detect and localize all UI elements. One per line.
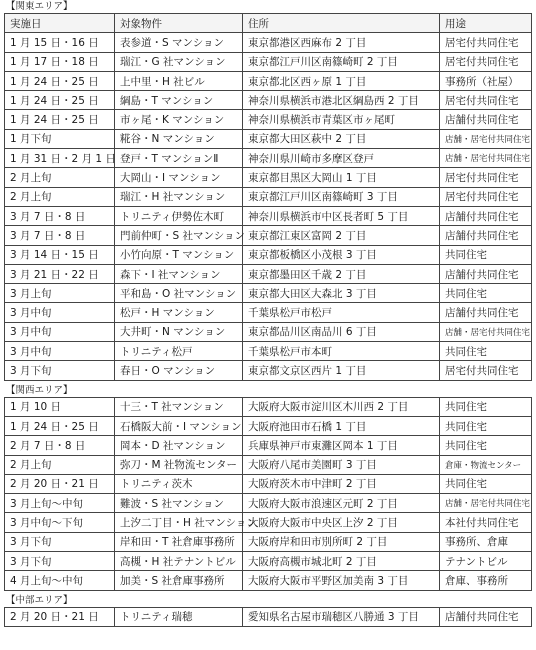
cell-address: 兵庫県神戸市東灘区岡本 1 丁目 <box>243 436 440 455</box>
table-row <box>5 264 532 283</box>
table-row <box>5 494 532 513</box>
cell-property: 小竹向原・T マンション <box>115 245 243 264</box>
cell-address: 神奈川県川崎市多摩区登戸 <box>243 149 440 168</box>
cell-date: 3 月上旬～中旬 <box>5 494 115 513</box>
cell-usage: 店舗・居宅付共同住宅 <box>440 149 532 168</box>
cell-usage: 店舗付共同住宅 <box>440 607 532 626</box>
table-row <box>5 571 532 590</box>
cell-date: 1 月 10 日 <box>5 397 115 416</box>
cell-usage: 本社付共同住宅 <box>440 513 532 532</box>
table-row <box>5 303 532 322</box>
cell-usage: 店舗・居宅付共同住宅 <box>440 129 532 148</box>
cell-usage: 倉庫・物流センター <box>440 455 532 474</box>
cell-property: トリニティ伊勢佐木町 <box>115 206 243 225</box>
cell-date: 2 月上旬 <box>5 455 115 474</box>
cell-date: 1 月下旬 <box>5 129 115 148</box>
cell-date: 3 月 21 日・22 日 <box>5 264 115 283</box>
cell-date: 1 月 24 日・25 日 <box>5 110 115 129</box>
cell-address: 東京都港区西麻布 2 丁目 <box>243 33 440 52</box>
cell-date: 3 月中旬 <box>5 322 115 341</box>
table-row <box>5 284 532 303</box>
cell-property: 登戸・T マンションⅡ <box>115 149 243 168</box>
cell-address: 大阪府高槻市城北町 2 丁目 <box>243 552 440 571</box>
cell-usage: 店舗・居宅付共同住宅 <box>440 322 532 341</box>
cell-usage: 居宅付共同住宅 <box>440 361 532 380</box>
cell-address: 東京都江東区富岡 2 丁目 <box>243 226 440 245</box>
cell-property: トリニティ松戸 <box>115 342 243 361</box>
cell-property: 瑞江・H 社マンション <box>115 187 243 206</box>
cell-date: 3 月上旬 <box>5 284 115 303</box>
cell-address: 大阪府大阪市平野区加美南 3 丁目 <box>243 571 440 590</box>
cell-property: 綱島・T マンション <box>115 91 243 110</box>
cell-date: 4 月上旬～中旬 <box>5 571 115 590</box>
cell-date: 1 月 15 日・16 日 <box>5 33 115 52</box>
schedule-table <box>4 397 532 591</box>
cell-usage: 倉庫、事務所 <box>440 571 532 590</box>
cell-date: 3 月下旬 <box>5 532 115 551</box>
cell-property: 岸和田・T 社倉庫事務所 <box>115 532 243 551</box>
cell-property: 春日・O マンション <box>115 361 243 380</box>
cell-address: 東京都江戸川区南篠崎町 3 丁目 <box>243 187 440 206</box>
cell-date: 1 月 24 日・25 日 <box>5 416 115 435</box>
cell-address: 東京都文京区西片 1 丁目 <box>243 361 440 380</box>
cell-property: 加美・S 社倉庫事務所 <box>115 571 243 590</box>
cell-property: 弥刀・M 社物流センター <box>115 455 243 474</box>
cell-usage: 店舗付共同住宅 <box>440 264 532 283</box>
cell-property: 大岡山・I マンション <box>115 168 243 187</box>
table-row <box>5 322 532 341</box>
cell-address: 大阪府岸和田市別所町 2 丁目 <box>243 532 440 551</box>
cell-usage: 事務所（社屋） <box>440 71 532 90</box>
table-row <box>5 552 532 571</box>
cell-usage: 店舗付共同住宅 <box>440 206 532 225</box>
cell-usage: 居宅付共同住宅 <box>440 33 532 52</box>
cell-date: 1 月 31 日・2 月 1 日 <box>5 149 115 168</box>
schedule-table <box>4 607 532 627</box>
table-row <box>5 129 532 148</box>
cell-address: 大阪府大阪市中央区上汐 2 丁目 <box>243 513 440 532</box>
cell-address: 東京都目黒区大岡山 1 丁目 <box>243 168 440 187</box>
header-address: 住所 <box>243 14 440 33</box>
table-row <box>5 110 532 129</box>
cell-address: 大阪府八尾市美園町 3 丁目 <box>243 455 440 474</box>
cell-address: 東京都大田区萩中 2 丁目 <box>243 129 440 148</box>
table-row <box>5 416 532 435</box>
header-date: 実施日 <box>5 14 115 33</box>
cell-date: 2 月 20 日・21 日 <box>5 607 115 626</box>
cell-usage: 共同住宅 <box>440 416 532 435</box>
cell-address: 神奈川県横浜市中区長者町 5 丁目 <box>243 206 440 225</box>
cell-date: 3 月中旬 <box>5 342 115 361</box>
cell-property: 上汐二丁目・H 社マンション <box>115 513 243 532</box>
cell-property: 十三・T 社マンション <box>115 397 243 416</box>
cell-address: 東京都板橋区小茂根 3 丁目 <box>243 245 440 264</box>
cell-property: 上中里・H 社ビル <box>115 71 243 90</box>
cell-date: 3 月中旬 <box>5 303 115 322</box>
cell-property: 平和島・O 社マンション <box>115 284 243 303</box>
cell-address: 神奈川県横浜市港北区綱島西 2 丁目 <box>243 91 440 110</box>
cell-address: 東京都大田区大森北 3 丁目 <box>243 284 440 303</box>
header-usage: 用途 <box>440 14 532 33</box>
table-row <box>5 91 532 110</box>
cell-date: 3 月下旬 <box>5 361 115 380</box>
cell-usage: 居宅付共同住宅 <box>440 168 532 187</box>
cell-date: 3 月下旬 <box>5 552 115 571</box>
cell-usage: 事務所、倉庫 <box>440 532 532 551</box>
cell-date: 3 月 14 日・15 日 <box>5 245 115 264</box>
cell-address: 大阪府大阪市浪速区元町 2 丁目 <box>243 494 440 513</box>
cell-usage: 共同住宅 <box>440 245 532 264</box>
table-row <box>5 245 532 264</box>
table-row <box>5 607 532 626</box>
table-row <box>5 474 532 493</box>
header-property: 対象物件 <box>115 14 243 33</box>
cell-property: 市ヶ尾・K マンション <box>115 110 243 129</box>
cell-usage: テナントビル <box>440 552 532 571</box>
table-row <box>5 33 532 52</box>
cell-usage: 共同住宅 <box>440 284 532 303</box>
cell-usage: 店舗付共同住宅 <box>440 303 532 322</box>
cell-usage: 店舗付共同住宅 <box>440 110 532 129</box>
cell-usage: 共同住宅 <box>440 436 532 455</box>
cell-property: 松戸・H マンション <box>115 303 243 322</box>
cell-address: 千葉県松戸市松戸 <box>243 303 440 322</box>
cell-property: 高槻・H 社テナントビル <box>115 552 243 571</box>
table-row <box>5 187 532 206</box>
cell-address: 東京都墨田区千歳 2 丁目 <box>243 264 440 283</box>
table-row <box>5 71 532 90</box>
table-row <box>5 342 532 361</box>
cell-property: トリニティ瑞穂 <box>115 607 243 626</box>
cell-usage: 店舗付共同住宅 <box>440 226 532 245</box>
cell-property: 岡本・D 社マンション <box>115 436 243 455</box>
cell-address: 東京都江戸川区南篠崎町 2 丁目 <box>243 52 440 71</box>
cell-usage: 共同住宅 <box>440 397 532 416</box>
cell-property: 大井町・N マンション <box>115 322 243 341</box>
section-title: 【中部エリア】 <box>6 594 73 606</box>
table-row <box>5 361 532 380</box>
cell-usage: 店舗・居宅付共同住宅 <box>440 494 532 513</box>
cell-address: 東京都北区西ヶ原 1 丁目 <box>243 71 440 90</box>
cell-address: 神奈川県横浜市青葉区市ヶ尾町 <box>243 110 440 129</box>
cell-usage: 共同住宅 <box>440 474 532 493</box>
cell-usage: 居宅付共同住宅 <box>440 187 532 206</box>
section-title: 【関西エリア】 <box>6 384 73 396</box>
cell-usage: 共同住宅 <box>440 342 532 361</box>
cell-address: 大阪府茨木市中津町 2 丁目 <box>243 474 440 493</box>
cell-date: 1 月 17 日・18 日 <box>5 52 115 71</box>
cell-date: 1 月 24 日・25 日 <box>5 91 115 110</box>
table-row <box>5 52 532 71</box>
cell-date: 1 月 24 日・25 日 <box>5 71 115 90</box>
cell-date: 3 月 7 日・8 日 <box>5 206 115 225</box>
cell-usage: 居宅付共同住宅 <box>440 91 532 110</box>
cell-date: 2 月 20 日・21 日 <box>5 474 115 493</box>
cell-property: 表参道・S マンション <box>115 33 243 52</box>
table-row <box>5 436 532 455</box>
cell-date: 3 月中旬～下旬 <box>5 513 115 532</box>
table-row <box>5 455 532 474</box>
cell-address: 愛知県名古屋市瑞穂区八勝通 3 丁目 <box>243 607 440 626</box>
cell-address: 千葉県松戸市本町 <box>243 342 440 361</box>
cell-property: 森下・I 社マンション <box>115 264 243 283</box>
cell-date: 2 月 7 日・8 日 <box>5 436 115 455</box>
table-row <box>5 149 532 168</box>
table-header-row <box>5 14 532 33</box>
cell-address: 大阪府池田市石橋 1 丁目 <box>243 416 440 435</box>
cell-property: 門前仲町・S 社マンション <box>115 226 243 245</box>
table-row <box>5 397 532 416</box>
cell-property: 難波・S 社マンション <box>115 494 243 513</box>
cell-property: 石橋阪大前・I マンション <box>115 416 243 435</box>
table-row <box>5 226 532 245</box>
cell-date: 2 月上旬 <box>5 168 115 187</box>
table-row <box>5 168 532 187</box>
cell-date: 3 月 7 日・8 日 <box>5 226 115 245</box>
cell-date: 2 月上旬 <box>5 187 115 206</box>
table-row <box>5 513 532 532</box>
cell-property: トリニティ茨木 <box>115 474 243 493</box>
cell-property: 糀谷・N マンション <box>115 129 243 148</box>
schedule-table <box>4 13 532 381</box>
cell-address: 東京都品川区南品川 6 丁目 <box>243 322 440 341</box>
section-title: 【関東エリア】 <box>6 1 73 12</box>
cell-usage: 居宅付共同住宅 <box>440 52 532 71</box>
cell-property: 瑞江・G 社マンション <box>115 52 243 71</box>
table-row <box>5 206 532 225</box>
cell-address: 大阪府大阪市淀川区木川西 2 丁目 <box>243 397 440 416</box>
table-row <box>5 532 532 551</box>
